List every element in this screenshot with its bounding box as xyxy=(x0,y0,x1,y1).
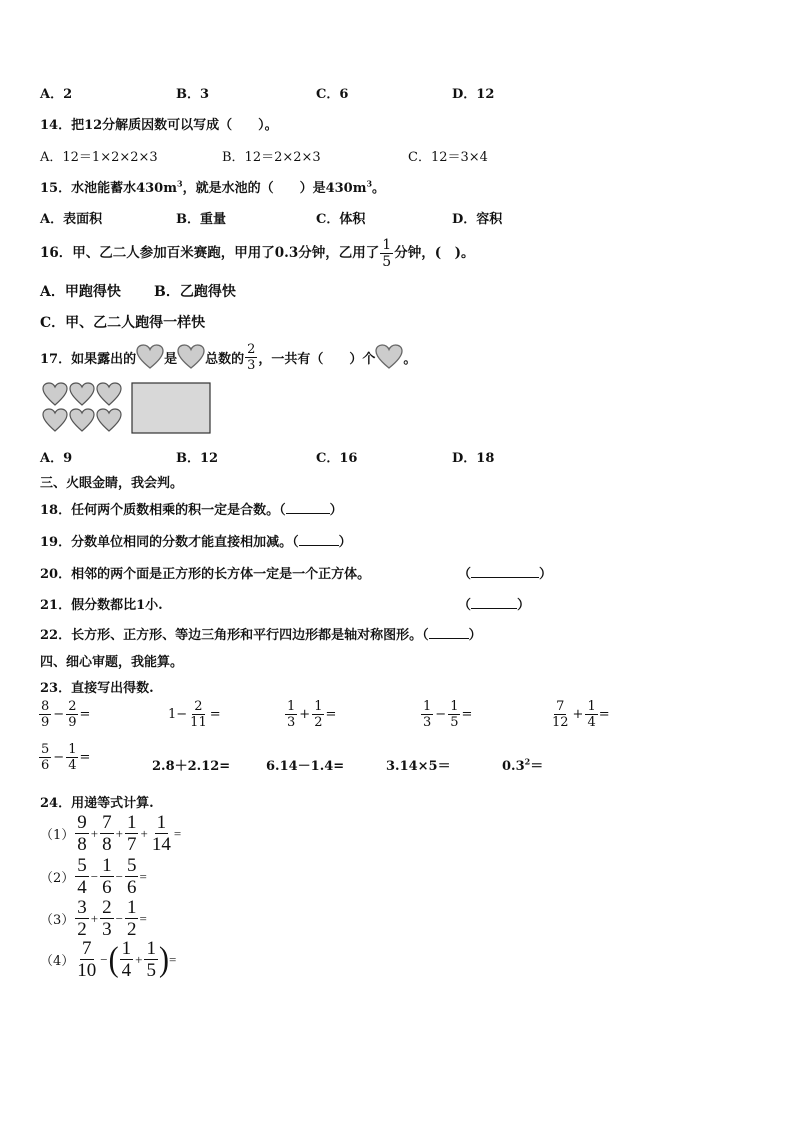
q15-option-a: A．表面积 xyxy=(40,212,103,227)
q22-stem: 22．长方形、正方形、等边三角形和平行四边形都是轴对称图形。（ ） xyxy=(40,628,482,643)
q15-option-c: C．体积 xyxy=(316,212,366,227)
q14-option-c: C．12＝3×4 xyxy=(408,150,488,165)
section-3-heading: 三、火眼金睛，我会判。 xyxy=(40,476,184,491)
q17-hearts-figure xyxy=(40,380,215,436)
q23-expr-2: 1− $\frac{2}{11}$ = xyxy=(168,699,221,730)
q17-option-a: A．9 xyxy=(40,451,73,466)
q21-answer: （ ） xyxy=(458,598,531,613)
q13-option-c: C．6 xyxy=(316,87,349,102)
q17-option-d: D．18 xyxy=(452,451,495,466)
q23-expr-1: $\frac{8}{9}$ − $\frac{2}{9}$ = xyxy=(41,699,91,730)
heart-icon xyxy=(136,344,164,370)
q18-stem: 18．任何两个质数相乘的积一定是合数。（ ） xyxy=(40,503,343,518)
q13-option-a: A．2 xyxy=(40,87,73,102)
q21-stem: 21．假分数都比1小. xyxy=(40,598,163,613)
q23-expr-6: $\frac{5}{6}$ − $\frac{1}{4}$ = xyxy=(41,742,91,773)
q23-expr-3: $\frac{1}{3}$ + $\frac{1}{2}$ = xyxy=(287,699,337,730)
q23-expr-7: 2.8＋2.12= xyxy=(152,759,231,774)
q14-option-b: B．12＝2×2×3 xyxy=(222,150,321,165)
q17-option-c: C．16 xyxy=(316,451,358,466)
heart-icon xyxy=(375,344,403,370)
q16-option-b: B．乙跑得快 xyxy=(154,284,236,300)
q17-option-b: B．12 xyxy=(176,451,219,466)
q19-stem: 19．分数单位相同的分数才能直接相加减。（ ） xyxy=(40,535,352,550)
q24-problem-2: （2） $\frac{5}{4}$ − $\frac{1}{6}$ − $\frac{5}{6}$ = xyxy=(40,855,147,898)
q15-option-d: D．容积 xyxy=(452,212,503,227)
q20-answer: （ ） xyxy=(458,567,553,582)
q20-answer-blank[interactable] xyxy=(471,567,539,578)
q18-answer-blank[interactable] xyxy=(286,503,330,514)
q15-stem: 15．水池能蓄水$430m^3$，就是水池的（ ）是$430m^3$。 xyxy=(40,178,386,196)
section-4-heading: 四、细心审题，我能算。 xyxy=(40,655,184,670)
q23-stem: 23．直接写出得数. xyxy=(40,681,154,696)
q13-option-b: B．3 xyxy=(176,87,210,102)
heart-icon xyxy=(177,344,205,370)
q14-stem: 14．把12分解质因数可以写成（ ）。 xyxy=(40,118,278,133)
q15-option-b: B．重量 xyxy=(176,212,226,227)
q23-expr-4: $\frac{1}{3}$ − $\frac{1}{5}$ = xyxy=(423,699,473,730)
q14-option-a: A．12＝1×2×2×3 xyxy=(40,150,158,165)
q16-stem: 16．甲、乙二人参加百米赛跑，甲用了0.3分钟，乙用了 $\frac{1}{5}$ 分钟，( )。 xyxy=(40,237,475,270)
q24-problem-4: （4） $\frac{7}{10}$ − ( $\frac{1}{4}$ + $\frac{1}{5}$ ) = xyxy=(40,938,177,981)
q16-option-c: C．甲、乙二人跑得一样快 xyxy=(40,315,206,331)
q23-expr-8: 6.14－1.4= xyxy=(266,759,345,774)
q24-problem-1: （1） $\frac{9}{8}$ + $\frac{7}{8}$ + $\frac{1}{7}$ + $\frac{1}{14}$ = xyxy=(40,812,182,855)
q13-option-d: D．12 xyxy=(452,87,495,102)
q22-answer-blank[interactable] xyxy=(429,628,469,639)
q21-answer-blank[interactable] xyxy=(471,598,517,609)
q23-expr-5: $\frac{7}{12}$ + $\frac{1}{4}$ = xyxy=(552,699,610,730)
q23-expr-9: 3.14×5＝ xyxy=(386,759,451,774)
q24-stem: 24．用递等式计算. xyxy=(40,796,154,811)
q16-option-a: A．甲跑得快 xyxy=(40,284,121,300)
q17-stem: 17．如果露出的 是 总数的 $\frac{2}{3}$ ，一共有（ ）个 。 xyxy=(40,341,417,373)
q23-expr-10: $0.3^2=$ xyxy=(502,756,544,774)
q20-stem: 20．相邻的两个面是正方形的长方体一定是一个正方体。 xyxy=(40,567,371,582)
q19-answer-blank[interactable] xyxy=(299,535,339,546)
q24-problem-3: （3） $\frac{3}{2}$ + $\frac{2}{3}$ − $\frac{1}{2}$ = xyxy=(40,897,147,940)
